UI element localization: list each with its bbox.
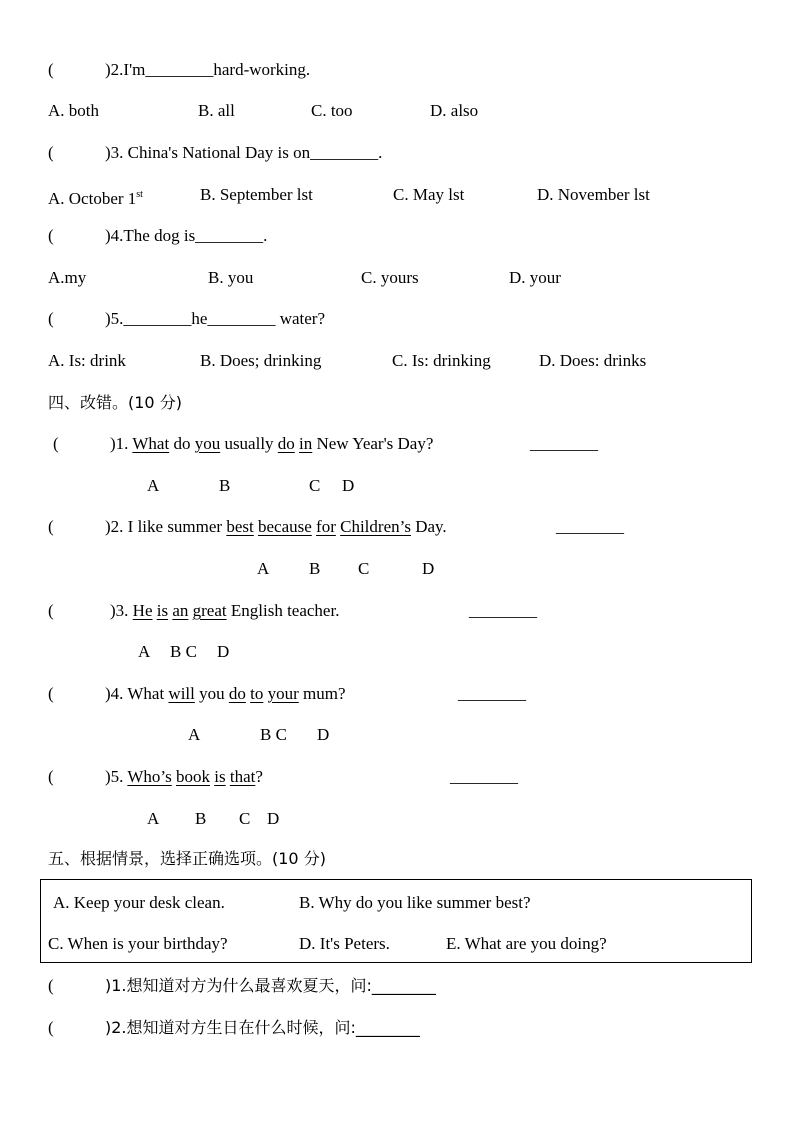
- mc-q4-option-d: D. your: [509, 268, 561, 287]
- underlined-word-d: that: [229, 767, 256, 786]
- s4-q1-answer-blank: ________: [530, 434, 598, 453]
- s4-q2-label-b: B: [309, 559, 321, 578]
- mc-q2-option-b: B. all: [198, 101, 235, 120]
- mc-q4-option-a: A.my: [48, 268, 87, 287]
- section5-title: 五、根据情景，选择正确选项。(10 分): [48, 849, 326, 868]
- mc-q2-option-d: D. also: [430, 101, 479, 120]
- mc-q5-paren: (: [48, 309, 54, 328]
- underlined-word-b: you: [194, 434, 221, 453]
- s4-q2-paren: (: [48, 517, 54, 536]
- s4-q3-label-a: A: [138, 642, 151, 661]
- s5-q2-question: )2.想知道对方生日在什么时候，问:________: [105, 1018, 420, 1037]
- mc-q3-option-c: C. May lst: [393, 185, 465, 204]
- section4-title: 四、改错。(10 分): [48, 393, 182, 412]
- s4-q1-label-d: D: [342, 476, 355, 495]
- mc-q4-question: )4.The dog is________.: [105, 226, 268, 245]
- underlined-word-a: What: [132, 434, 170, 453]
- underlined-word-b: book: [176, 767, 210, 786]
- mc-q5-option-c: C. Is: drinking: [392, 351, 491, 370]
- s4-q3-paren: (: [48, 601, 54, 620]
- s4-q4-label-bc: B C: [260, 725, 287, 744]
- s4-q4-label-d: D: [317, 725, 330, 744]
- s4-q1-sentence: )1. What do you usually do in New Year's Day?: [110, 434, 434, 453]
- mc-q3-question: )3. China's National Day is on________.: [105, 143, 383, 162]
- underlined-word-a: He: [132, 601, 153, 620]
- s4-q1-label-a: A: [147, 476, 160, 495]
- s4-q1-label-c: C: [309, 476, 321, 495]
- mc-q4-option-b: B. you: [208, 268, 254, 287]
- mc-q3-paren: (: [48, 143, 54, 162]
- underlined-word-c: to: [250, 684, 264, 703]
- superscript: st: [136, 189, 143, 200]
- s4-q2-label-c: C: [358, 559, 370, 578]
- mc-q3-option-b: B. September lst: [200, 185, 313, 204]
- underlined-word-b: because: [257, 517, 312, 536]
- option-e: E. What are you doing?: [446, 934, 607, 953]
- option-c: C. When is your birthday?: [48, 934, 228, 953]
- mc-q3-option-a: A. October 1st: [48, 189, 143, 208]
- s5-q1-paren: (: [48, 976, 54, 995]
- underlined-word-d: your: [267, 684, 299, 703]
- underlined-word-a: will: [168, 684, 195, 703]
- s4-q4-label-a: A: [188, 725, 201, 744]
- mc-q5-option-b: B. Does; drinking: [200, 351, 322, 370]
- underlined-word-c: an: [172, 601, 189, 620]
- s4-q3-sentence: )3. He is an great English teacher.: [110, 601, 340, 620]
- s5-q1-question: )1.想知道对方为什么最喜欢夏天，问:________: [105, 976, 436, 995]
- mc-q2-option-a: A. both: [48, 101, 99, 120]
- s4-q1-paren: (: [53, 434, 59, 453]
- underlined-word-b: do: [228, 684, 246, 703]
- mc-q2-paren: (: [48, 60, 54, 79]
- underlined-word-d: Children’s: [340, 517, 411, 536]
- s5-q2-paren: (: [48, 1018, 54, 1037]
- underlined-word-b: is: [156, 601, 169, 620]
- s4-q5-paren: (: [48, 767, 54, 786]
- s4-q1-label-b: B: [219, 476, 231, 495]
- underlined-word-c: is: [214, 767, 226, 786]
- s4-q5-label-c: C: [239, 809, 251, 828]
- s4-q2-answer-blank: ________: [556, 517, 624, 536]
- option-d: D. It's Peters.: [299, 934, 390, 953]
- s4-q4-sentence: )4. What will you do to your mum?: [105, 684, 346, 703]
- s4-q3-label-bc: B C: [170, 642, 197, 661]
- option-a: A. Keep your desk clean.: [53, 893, 225, 912]
- mc-q5-option-d: D. Does: drinks: [539, 351, 647, 370]
- s4-q2-label-a: A: [257, 559, 270, 578]
- s4-q3-answer-blank: ________: [469, 601, 537, 620]
- mc-q3-option-d: D. November lst: [537, 185, 650, 204]
- underlined-word-d: great: [192, 601, 227, 620]
- s4-q2-label-d: D: [422, 559, 435, 578]
- underlined-word-a: Who’s: [127, 767, 172, 786]
- s4-q2-sentence: )2. I like summer best because for Children’s Day.: [105, 517, 447, 536]
- mc-q5-question: )5.________he________ water?: [105, 309, 326, 328]
- underlined-word-a: best: [226, 517, 254, 536]
- underlined-word-c: do: [277, 434, 295, 453]
- s4-q3-label-d: D: [217, 642, 230, 661]
- mc-q2-question: )2.I'm________hard-working.: [105, 60, 311, 79]
- underlined-word-c: for: [316, 517, 336, 536]
- s4-q4-paren: (: [48, 684, 54, 703]
- s4-q5-label-a: A: [147, 809, 160, 828]
- mc-q5-option-a: A. Is: drink: [48, 351, 126, 370]
- s4-q5-answer-blank: ________: [450, 767, 518, 786]
- s4-q5-label-d: D: [267, 809, 280, 828]
- s4-q5-sentence: )5. Who’s book is that?: [105, 767, 263, 786]
- mc-q4-option-c: C. yours: [361, 268, 419, 287]
- s4-q5-label-b: B: [195, 809, 207, 828]
- mc-q4-paren: (: [48, 226, 54, 245]
- underlined-word-d: in: [299, 434, 313, 453]
- s4-q4-answer-blank: ________: [458, 684, 526, 703]
- option-b: B. Why do you like summer best?: [299, 893, 531, 912]
- mc-q2-option-c: C. too: [311, 101, 353, 120]
